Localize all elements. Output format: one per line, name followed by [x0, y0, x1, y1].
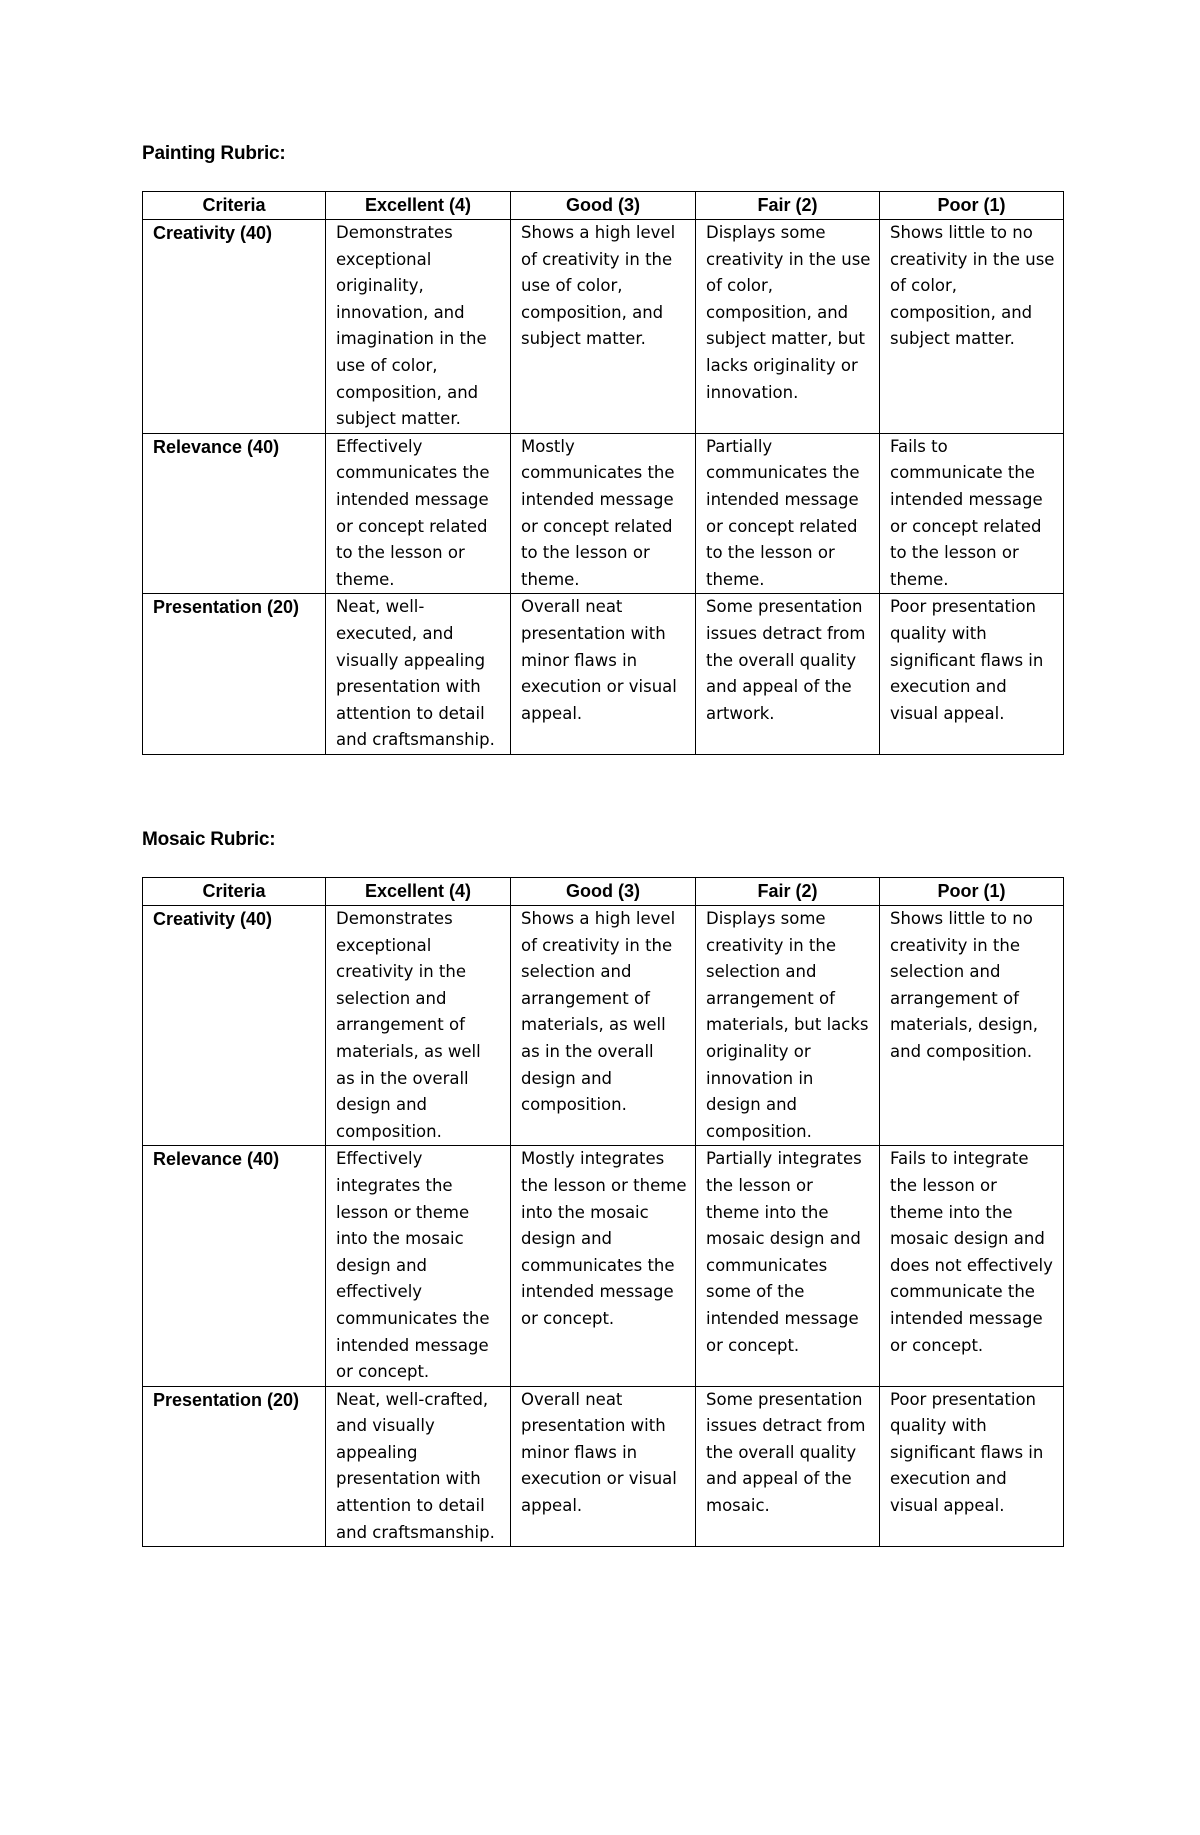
fair-cell: Some presentation issues detract from the overall quality and appeal of the artwork. [696, 594, 880, 755]
header-criteria: Criteria [143, 878, 326, 906]
header-poor: Poor (1) [880, 878, 1064, 906]
criterion-cell: Presentation (20) [143, 1386, 326, 1547]
criterion-cell: Creativity (40) [143, 220, 326, 434]
good-cell: Mostly integrates the lesson or theme into the mosaic design and communicates the intended message or concept. [511, 1146, 696, 1386]
header-criteria: Criteria [143, 192, 326, 220]
excellent-cell: Effectively communicates the intended message or concept related to the lesson or theme. [326, 433, 511, 594]
poor-cell: Fails to integrate the lesson or theme into the mosaic design and does not effectively communicate the intended message or concept. [880, 1146, 1064, 1386]
good-cell: Shows a high level of creativity in the selection and arrangement of materials, as well as in the overall design and composition. [511, 906, 696, 1146]
fair-cell: Partially integrates the lesson or theme into the mosaic design and communicates some of the intended message or concept. [696, 1146, 880, 1386]
poor-cell: Poor presentation quality with significant flaws in execution and visual appeal. [880, 1386, 1064, 1547]
criterion-cell: Creativity (40) [143, 906, 326, 1146]
fair-cell: Displays some creativity in the use of color, composition, and subject matter, but lacks originality or innovation. [696, 220, 880, 434]
excellent-cell: Neat, well-executed, and visually appealing presentation with attention to detail and craftsmanship. [326, 594, 511, 755]
table-header-row [143, 878, 1064, 906]
header-fair: Fair (2) [696, 192, 880, 220]
excellent-cell: Effectively integrates the lesson or theme into the mosaic design and effectively communicates the intended message or concept. [326, 1146, 511, 1386]
header-excellent: Excellent (4) [326, 192, 511, 220]
table-row [143, 594, 1064, 755]
table-row [143, 433, 1064, 594]
poor-cell: Fails to communicate the intended message or concept related to the lesson or theme. [880, 433, 1064, 594]
header-poor: Poor (1) [880, 192, 1064, 220]
good-cell: Overall neat presentation with minor flaws in execution or visual appeal. [511, 1386, 696, 1547]
poor-cell: Shows little to no creativity in the use of color, composition, and subject matter. [880, 220, 1064, 434]
mosaic-rubric-title: Mosaic Rubric: [142, 829, 276, 850]
table-row [143, 1146, 1064, 1386]
header-good: Good (3) [511, 192, 696, 220]
table-row [143, 220, 1064, 434]
good-cell: Shows a high level of creativity in the use of color, composition, and subject matter. [511, 220, 696, 434]
fair-cell: Partially communicates the intended message or concept related to the lesson or theme. [696, 433, 880, 594]
excellent-cell: Demonstrates exceptional creativity in the selection and arrangement of materials, as well as in the overall design and composition. [326, 906, 511, 1146]
good-cell: Overall neat presentation with minor flaws in execution or visual appeal. [511, 594, 696, 755]
excellent-cell: Demonstrates exceptional originality, innovation, and imagination in the use of color, composition, and subject matter. [326, 220, 511, 434]
fair-cell: Displays some creativity in the selection and arrangement of materials, but lacks originality or innovation in design and composition. [696, 906, 880, 1146]
header-fair: Fair (2) [696, 878, 880, 906]
mosaic-rubric-table [142, 877, 1064, 1547]
painting-rubric-table [142, 191, 1064, 755]
table-row [143, 1386, 1064, 1547]
fair-cell: Some presentation issues detract from the overall quality and appeal of the mosaic. [696, 1386, 880, 1547]
header-excellent: Excellent (4) [326, 878, 511, 906]
poor-cell: Poor presentation quality with significant flaws in execution and visual appeal. [880, 594, 1064, 755]
poor-cell: Shows little to no creativity in the selection and arrangement of materials, design, and composition. [880, 906, 1064, 1146]
table-row [143, 906, 1064, 1146]
good-cell: Mostly communicates the intended message or concept related to the lesson or theme. [511, 433, 696, 594]
excellent-cell: Neat, well-crafted, and visually appealing presentation with attention to detail and craftsmanship. [326, 1386, 511, 1547]
header-good: Good (3) [511, 878, 696, 906]
criterion-cell: Relevance (40) [143, 1146, 326, 1386]
painting-rubric-title: Painting Rubric: [142, 143, 286, 164]
criterion-cell: Presentation (20) [143, 594, 326, 755]
table-header-row [143, 192, 1064, 220]
criterion-cell: Relevance (40) [143, 433, 326, 594]
